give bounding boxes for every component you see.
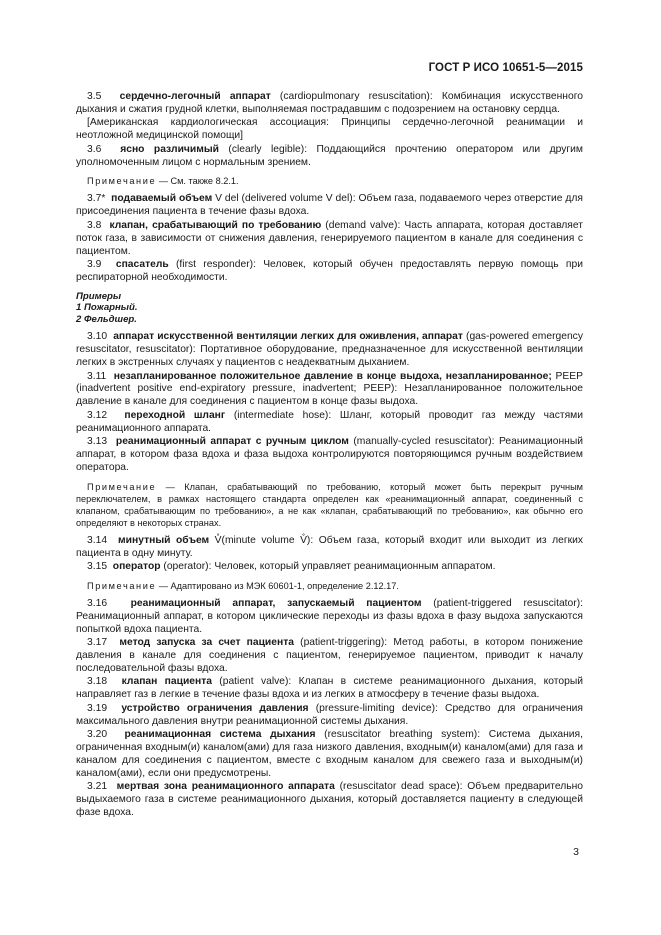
term-3-11: 3.11 незапланированное положительное давление в конце выдоха, незапланированное; PEEP (inadvertent positive end-expiratory pressure, inadvertent; PEEP): Незапланированное положительное давление в канале для соединения с пациентом в конце фазы выдоха. (76, 370, 583, 408)
standard-header: ГОСТ Р ИСО 10651-5—2015 (428, 62, 583, 74)
examples-block (76, 291, 583, 326)
term-3-19: 3.19 устройство ограничения давления (pressure-limiting device): Средство для ограничения максимального давления внутри реанимационной системы дыхания. (76, 702, 583, 727)
document-body (76, 91, 583, 820)
term-3-12: 3.12 переходной шланг (intermediate hose): Шланг, который проводит газ между частями реанимационного аппарата. (76, 409, 583, 434)
term-3-6: 3.6 ясно различимый (clearly legible): Поддающийся прочтению оператором или другим уполномоченным лицом с нормальным зрением. (76, 143, 583, 168)
source-citation: [Американская кардиологическая ассоциация: Принципы сердечно-легочной реанимации и неотложной медицинской помощи] (76, 117, 583, 142)
term-3-17: 3.17 метод запуска за счет пациента (patient-triggering): Метод работы, в котором понижение давления в канале для соединения с пациентом, генерируемое пациентом, приводит к началу последовательной фазы вдоха. (76, 637, 583, 674)
term-3-5: 3.5 сердечно-легочный аппарат (cardiopulmonary resuscitation): Комбинация искусственного дыхания и сжатия грудной клетки, выполняемая пострадавшим с подозрением на остановку сердца. (76, 91, 583, 115)
term-3-18: 3.18 клапан пациента (patient valve): Клапан в системе реанимационного дыхания, который направляет газ в легкие в течение фазы вдоха и из легких в атмосферу в течение фазы выдоха. (76, 676, 583, 701)
term-3-15: 3.15 оператор (operator): Человек, который управляет реанимационным аппаратом. (87, 561, 496, 573)
term-3-8: 3.8 клапан, срабатывающий по требованию (demand valve): Часть аппарата, которая доставляет поток газа, в зависимости от снижения давления, генерируемого пациентом в канале для соединения с пациентом. (76, 219, 583, 257)
term-3-13: 3.13 реанимационный аппарат с ручным циклом (manually-cycled resuscitator): Реанимационный аппарат, в котором фаза вдоха и фаза выдоха контролируются повторяющимся ручным воздействием оператора. (76, 436, 583, 473)
term-3-20: 3.20 реанимационная система дыхания (resuscitator breathing system): Система дыхания, ограниченная входным(и) каналом(ами) для газа низкого давления, входным(и) каналом(ами) для газа и каналом для соединения с пациентом, вместе с входным каналом для свежего газа и выходным(и) каналом(ами), если они предусмотрены. (76, 729, 583, 779)
term-3-9: 3.9 спасатель (first responder): Человек, который обучен предоставлять первую помощь при респираторной необходимости. (76, 258, 583, 283)
note-3-13: Примечание — Клапан, срабатывающий по требованию, который может быть перекрыт ручным переключателем, в рамках настоящего стандарта определен как «реанимационный аппарат, соединенный с клапаном, срабатывающим по требованию», а не как «клапан, срабатывающий по требованию», как обычно его определяют в некоторых странах. (76, 481, 583, 528)
examples-title: Примеры (76, 290, 122, 302)
note-3-6: Примечание — См. также 8.2.1. (87, 176, 239, 187)
example-item: 2 Фельдшер. (76, 313, 137, 325)
term-3-21: 3.21 мертвая зона реанимационного аппарата (resuscitator dead space): Объем предварительно выдыхаемого газа в системе реанимационного дыхания, который доставляется пациенту в следующей фазе вдоха. (76, 781, 583, 818)
page-number: 3 (573, 846, 579, 858)
example-item: 1 Пожарный. (76, 302, 138, 314)
note-3-15: Примечание — Адаптировано из МЭК 60601-1, определение 2.12.17. (87, 580, 399, 591)
term-3-16: 3.16 реанимационный аппарат, запускаемый пациентом (patient-triggered resuscitator): Реанимационный аппарат, в котором циклические переходы из фазы вдоха в фазу выдоха запускаются попыткой вдоха пациента. (76, 597, 583, 635)
term-3-7: 3.7* подаваемый объем V del (delivered volume V del): Объем газа, подаваемого через отверстие для присоединения пациента в течение фазы вдоха. (76, 193, 583, 218)
term-3-14: 3.14 минутный объем V̊(minute volume V̊): Объем газа, который входит или выходит из легких пациента в одну минуту. (76, 534, 583, 559)
term-3-10: 3.10 аппарат искусственной вентиляции легких для оживления, аппарат (gas-powered emergency resuscitator, resuscitator): Портативное оборудование, предназначенное для искусственной вентиляции легких в экстренных случаях у пациентов с неадекватным дыханием. (76, 331, 583, 369)
